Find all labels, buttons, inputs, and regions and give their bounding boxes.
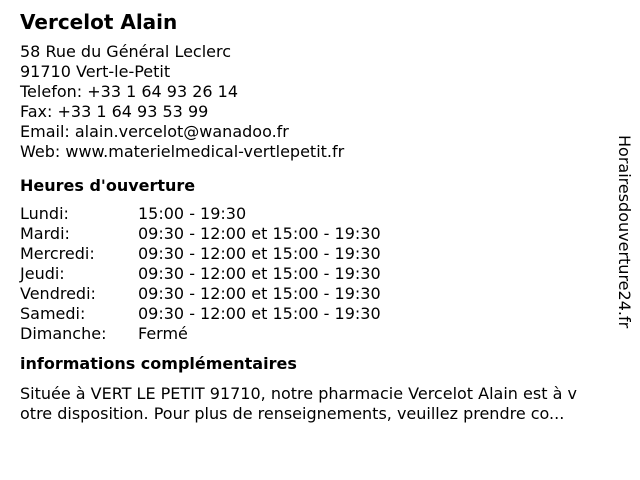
site-watermark: Horairesdouverture24.fr <box>615 135 634 329</box>
address-city: 91710 Vert-le-Petit <box>20 62 171 81</box>
hours-day: Dimanche: <box>20 324 107 343</box>
description-line: otre disposition. Pour plus de renseignements, veuillez prendre co... <box>20 404 565 423</box>
business-name: Vercelot Alain <box>20 10 178 34</box>
website-address: Web: www.materielmedical-vertlepetit.fr <box>20 142 345 161</box>
hours-day: Mardi: <box>20 224 70 243</box>
hours-day: Mercredi: <box>20 244 95 263</box>
hours-row <box>20 324 620 344</box>
description <box>20 384 630 424</box>
hours-day: Lundi: <box>20 204 69 223</box>
hours-time: 09:30 - 12:00 et 15:00 - 19:30 <box>138 264 381 283</box>
hours-day: Jeudi: <box>20 264 65 283</box>
listing-content <box>20 10 620 424</box>
hours-time: 09:30 - 12:00 et 15:00 - 19:30 <box>138 224 381 243</box>
hours-time: Fermé <box>138 324 188 343</box>
hours-table <box>20 204 620 344</box>
description-line: Située à VERT LE PETIT 91710, notre pharmacie Vercelot Alain est à v <box>20 384 577 403</box>
hours-time: 15:00 - 19:30 <box>138 204 247 223</box>
email-address: Email: alain.vercelot@wanadoo.fr <box>20 122 289 141</box>
hours-row <box>20 224 620 244</box>
hours-day: Vendredi: <box>20 284 96 303</box>
info-heading: informations complémentaires <box>20 354 297 373</box>
hours-row <box>20 204 620 224</box>
hours-row <box>20 244 620 264</box>
hours-heading: Heures d'ouverture <box>20 176 196 195</box>
hours-day: Samedi: <box>20 304 86 323</box>
hours-row <box>20 304 620 324</box>
hours-time: 09:30 - 12:00 et 15:00 - 19:30 <box>138 304 381 323</box>
address-street: 58 Rue du Général Leclerc <box>20 42 232 61</box>
hours-time: 09:30 - 12:00 et 15:00 - 19:30 <box>138 244 381 263</box>
hours-time: 09:30 - 12:00 et 15:00 - 19:30 <box>138 284 381 303</box>
fax-number: Fax: +33 1 64 93 53 99 <box>20 102 209 121</box>
phone-number: Telefon: +33 1 64 93 26 14 <box>20 82 239 101</box>
hours-row <box>20 264 620 284</box>
hours-row <box>20 284 620 304</box>
